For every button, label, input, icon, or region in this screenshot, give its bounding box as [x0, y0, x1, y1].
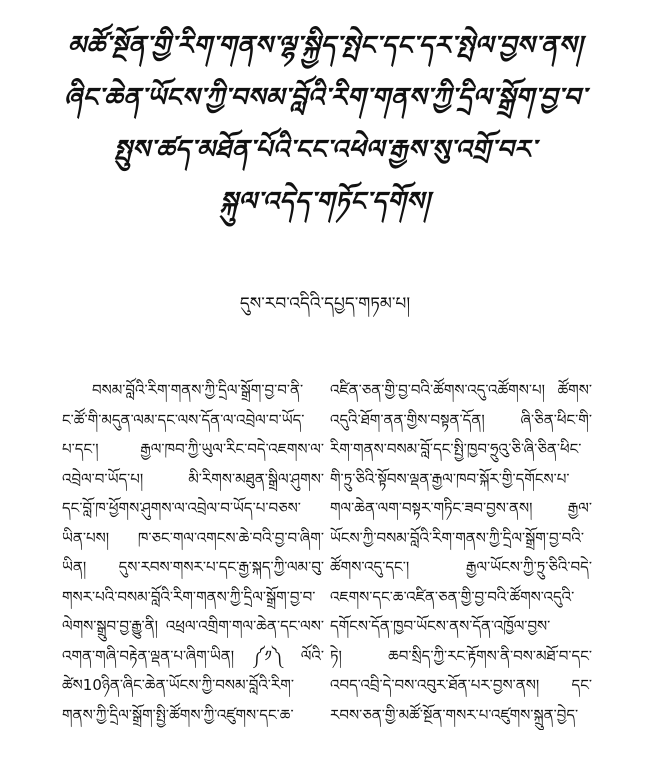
- body-line: འབྲེལ་བ་ཡོད་པ། མི་རིགས་མཐུན་སྒྲིལ་ཤུགས་: [62, 469, 324, 488]
- body-line: ཡོངས་ཀྱི་བསམ་བློའི་རིག་གནས་ཀྱི་དྲིལ་སྒྲོག་བྱ་བའི་: [330, 528, 584, 547]
- right-column: [330, 376, 592, 730]
- body-line: ཚོགས་འདུ་དང་། རྒྱལ་ཡོངས་ཀྱི་ཏྲུ་ཅིའི་བདེ་: [330, 558, 592, 576]
- body-line: འཛིན་ཅན་གྱི་བྱ་བའི་ཚོགས་འདུ་འཚོགས་པ། ཚོགས་: [330, 381, 592, 399]
- body-line: ཏེ། ཆབ་སྲིད་ཀྱི་རང་རྟོགས་ནི་བས་མཐོ་བ་དང་: [330, 646, 592, 665]
- body-line: འཇགས་དང་ཆ་འཛིན་ཅན་གྱི་བྱ་བའི་ཚོགས་འདུའི་: [330, 587, 575, 606]
- article-title: [40, 20, 610, 228]
- body-line: ཡིན། དུས་རབས་གསར་པ་དང་རྒྱ་སྐད་ཀྱི་ལམ་བུ་: [62, 558, 324, 576]
- body-line: ང་ཚོ་གི་མདུན་ལམ་དང་ལས་དོན་ལ་འབྲེལ་བ་ཡོད་: [62, 410, 305, 429]
- title-line: ཞིང་ཆེན་ཡོངས་ཀྱི་བསམ་བློའི་རིག་གནས་ཀྱི་དྲིལ་སྒྲོག་བྱ་བ་: [63, 83, 587, 113]
- body-line: པ་དང་། རྒྱལ་ཁབ་ཀྱི་ཡུལ་རིང་བདེ་འཇགས་ལ་: [62, 440, 324, 458]
- title-line: སྤུས་ཚད་མཐོན་པོའི་ངང་འཕེལ་རྒྱས་སུ་འགྲོ་བར་: [113, 135, 537, 165]
- body-line: ཚེས10ཉིན་ཞིང་ཆེན་ཡོངས་ཀྱི་བསམ་བློའི་རིག་: [62, 676, 294, 694]
- body-line: དང་བློ་ཁ་ཕྱོགས་ཤུགས་ལ་འབྲེལ་བ་ཡོད་པ་བཅས་: [62, 499, 301, 517]
- body-line: འདུའི་ཐོག་ནན་གྱིས་བསྟན་དོན། ཞི་ཅིན་ཕིང་གི་: [330, 410, 592, 429]
- body-line: གི་ཏྲུ་ཅིའི་སྟོབས་ལྡན་རྒྱལ་ཁབ་སྐོར་གྱི་དགོངས་པ་: [330, 469, 570, 488]
- body-line: དགོངས་དོན་ཁྱབ་ཡོངས་ནས་དོན་འཁྱོལ་བྱས་: [330, 617, 551, 635]
- title-line: མཚོ་སྔོན་གྱི་རིག་གནས་ལྷ་སྐྱིད་སྤེང་དང་དར་སྤེལ་བྱས་ནས།: [67, 31, 583, 61]
- body-line: གསར་པའི་བསམ་བློའི་རིག་གནས་ཀྱི་དྲིལ་སྒྲོག་བྱ་བ་: [62, 587, 316, 606]
- body-line: གནས་ཀྱི་དྲིལ་སྒྲོག་སྤྱི་ཚོགས་ཀྱི་འཛུགས་དང་ཆ་: [62, 705, 294, 724]
- body-line: འགན་གཞི་བརྟེན་ལྡན་པ་ཞིག་ཡིན། ༼༡༽ ལོའི་: [62, 646, 324, 665]
- left-column: [62, 376, 324, 730]
- title-line: སྐུལ་འདེད་གཏོང་དགོས།: [219, 187, 431, 217]
- body-line: རིག་གནས་བསམ་བློ་དང་སྤྱི་ཁྱབ་ཧྲུའུ་ཅི་ཞི་ཅིན་ཕིང་: [330, 440, 582, 458]
- body-line: འབད་འབྲི་དེ་བས་འབུར་ཐོན་པར་བྱས་ནས། དང་: [330, 676, 592, 694]
- body-line: གལ་ཆེན་ལག་བསྟར་གཏིང་ཟབ་བྱས་ནས། རྒྱལ་: [330, 499, 592, 517]
- body-line: ལེགས་སྒྲུབ་བྱ་རྒྱུ་ནི། འཕྲལ་འགྲིག་གལ་ཆེན་དང་ལས་: [62, 617, 324, 635]
- body-line: ཡིན་པས། ཁ་ཅང་གལ་འགངས་ཆེ་བའི་བྱ་བ་ཞིག་: [62, 528, 324, 547]
- body-line: བསམ་བློའི་རིག་གནས་ཀྱི་དྲིལ་སྒྲོག་བྱ་བ་ནི་: [92, 381, 304, 399]
- body-line: རབས་ཅན་གྱི་མཚོ་སྔོན་གསར་པ་འཛུགས་སྐྲུན་བྱེད་: [330, 705, 579, 724]
- byline: དུས་རབ་འདིའི་དཔྱད་གཏམ་པ།: [239, 294, 411, 314]
